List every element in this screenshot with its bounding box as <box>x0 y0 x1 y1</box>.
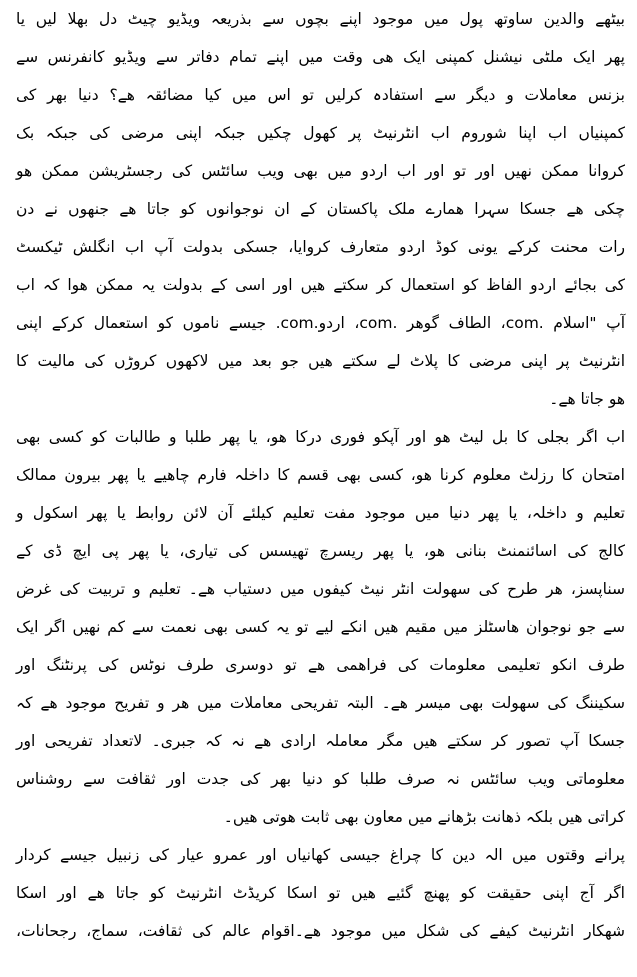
text-line: اب اگر بجلی کا بل لیٹ ھو اور آپکو فوری درکا ھو، یا پھر طلبا و طالبات کو کسی بھی <box>16 428 625 446</box>
text-line: کالج کی اسائنمنٹ بنانی ھو، یا پھر ریسرچ تھیسس کی تیاری، یا پھر پی ایچ ڈی کے <box>16 542 625 560</box>
text-line: بزنس معاملات و دیگر سے استفادہ کرلیں تو اس میں کیا مضائقہ ھے؟ دنیا بھر کی <box>16 86 625 104</box>
text-line: انٹرنیٹ پر اپنی مرضی کا پلاٹ لے سکتے ھیں جو بعد میں لاکھوں کروڑں کی مالیت کا <box>16 352 625 370</box>
text-line-last: ھو جاتا ھے۔ <box>549 390 625 408</box>
text-line: چکی ھے جسکا سہرا ھمارے ملک پاکستان کے ان نوجوانوں کو جاتا ھے جنھوں نے دن <box>16 200 625 218</box>
text-line: رات محنت کرکے یونی کوڈ اردو متعارف کروایا، جسکی بدولت آپ اب انگلش ٹیکسٹ <box>16 238 625 256</box>
text-line: کمپنیاں اب اپنا شوروم اب انٹرنیٹ پر کھول چکیں جبکہ اپنی مرضی کی جبکہ بک <box>16 124 625 142</box>
text-line: تعلیم و داخلہ، یا پھر دنیا میں موجود مفت تعلیم کیلئے آن لائن روابط یا پھر اسکول و <box>16 504 625 522</box>
text-line: جسکا آپ تصور کر سکتے ھیں مگر معاملہ ارادی ھے نہ کہ جبری۔ لاتعداد تفریحی اور <box>16 732 625 750</box>
text-line: آپ "اسلام .com، الطاف گوھر .com، اردو.com. جیسے ناموں کو استعمال کرکے اپنی <box>16 314 625 332</box>
text-line: کروانا ممکن نھیں اور تو اور اب اردو میں بھی ویب سائٹس کی رجسٹریشن ممکن ھو <box>16 162 625 180</box>
paragraph-3 <box>0 836 637 950</box>
text-line: اگر آج اپنی حقیقت کو پھنچ گئیے ھیں تو اسکا کریڈٹ انٹرنیٹ کو جاتا ھے اور اسکا <box>16 884 625 902</box>
text-line: معلوماتی ویب سائٹس نہ صرف طلبا کو دنیا بھر کی جدت اور ثقافت سے روشناس <box>16 770 625 788</box>
paragraph-1 <box>0 0 637 418</box>
text-line: سکیننگ کی سھولت بھی میسر ھے۔ البتہ تفریحی معاملات میں ھر و تفریح موجود ھے کہ <box>16 694 625 712</box>
text-line-last: کراتی ھیں بلکہ ذھانت بڑھانے میں معاون بھی ثابت ھوتی ھیں۔ <box>223 808 625 826</box>
text-line: پھر ایک ملٹی نیشنل کمپنی ایک ھی وقت میں اپنے تمام دفاتر سے ویڈیو کانفرنس سے <box>16 48 625 66</box>
text-line: سے جو نوجوان ھاسٹلز میں مقیم ھیں انکے لیے تو یہ کسی بھی نعمت سے کم نھیں اگر ایک <box>16 618 625 636</box>
text-line: پرانے وقتوں میں الہ دین کا چراغ جیسی کھانیاں اور عمرو عیار کی زنبیل جیسے کردار <box>16 846 625 864</box>
text-line: کی بجائے اردو الفاظ کو استعمال کر سکتے ھیں اور اسی کے بدولت یہ ممکن ھوا کہ اب <box>16 276 625 294</box>
text-line: سناپسز، ھر طرح کی سھولت انٹر نیٹ کیفوں میں دستیاب ھے۔ تعلیم و تربیت کی غرض <box>16 580 625 598</box>
paragraph-2 <box>0 418 637 836</box>
text-line: شھکار انٹرنیٹ کیفے کی شکل میں موجود ھے۔اقوام عالم کی ثقافت، سماج، رجحانات، <box>16 922 625 940</box>
text-line: طرف انکو تعلیمی معلومات کی فراھمی ھے تو دوسری طرف نوٹس کی پرنٹنگ اور <box>16 656 625 674</box>
text-line: بیٹھے والدین ساوتھ پول میں موجود اپنے بچوں سے بذریعہ ویڈیو چیٹ دل بھلا لیں یا <box>16 10 625 28</box>
text-line: امتحان کا رزلٹ معلوم کرنا ھو، کسی بھی قسم کا داخلہ فارم چاھیے یا پھر بیرون ممالک <box>16 466 625 484</box>
